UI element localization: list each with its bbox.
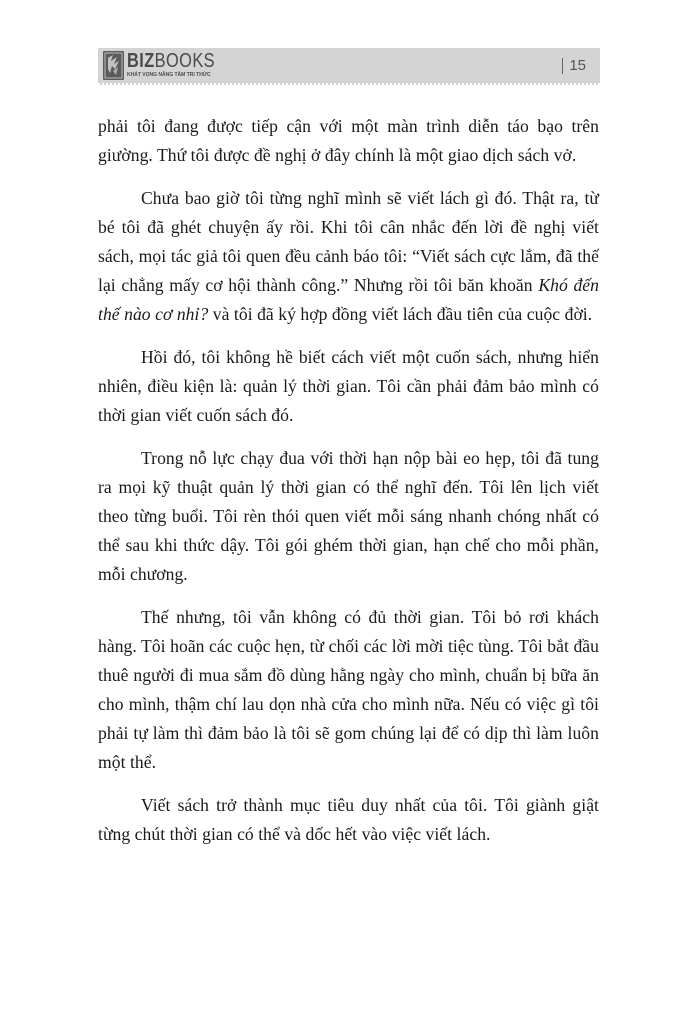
paragraph: Hồi đó, tôi không hề biết cách viết một cuốn sách, nhưng hiển nhiên, điều kiện là: quản lý thời gian. Tôi cần phải đảm bảo mình có thời gian viết cuốn sách đó. xyxy=(98,347,599,425)
bizbooks-logo-icon xyxy=(103,51,124,80)
page-number xyxy=(562,57,586,74)
brand-tagline: KHÁT VỌNG NÂNG TẦM TRI THỨC xyxy=(127,72,211,78)
paragraph: Trong nỗ lực chạy đua với thời hạn nộp bài eo hẹp, tôi đã tung ra mọi kỹ thuật quản lý thời gian có thể nghĩ đến. Tôi lên lịch viết theo từng buổi. Tôi rèn thói quen viết mỗi sáng nhanh chóng nhất có thể sau khi thức dậy. Tôi gói ghém thời gian, hạn chế cho mỗi phần, mỗi chương. xyxy=(98,448,599,584)
page-number-value: 15 xyxy=(569,57,586,74)
bizbooks-logo xyxy=(103,51,234,82)
running-header xyxy=(98,48,600,85)
paragraph-text: và tôi đã ký hợp đồng viết lách đầu tiên của cuộc đời. xyxy=(208,304,593,324)
body-text xyxy=(98,112,599,863)
paragraph xyxy=(98,184,599,329)
page-number-separator xyxy=(562,58,563,74)
paragraph: Viết sách trở thành mục tiêu duy nhất của tôi. Tôi giành giật từng chút thời gian có thể và dốc hết vào việc viết lách. xyxy=(98,795,599,844)
paragraph: phải tôi đang được tiếp cận với một màn trình diễn táo bạo trên giường. Thứ tôi được đề nghị ở đây chính là một giao dịch sách vở. xyxy=(98,116,599,165)
paragraph: Thế nhưng, tôi vẫn không có đủ thời gian. Tôi bỏ rơi khách hàng. Tôi hoãn các cuộc hẹn, từ chối các lời mời tiệc tùng. Tôi bắt đầu thuê người đi mua sắm đồ dùng hằng ngày cho mình, chuẩn bị bữa ăn cho mình, thậm chí lau dọn nhà cửa cho mình nữa. Nếu có việc gì tôi phải tự làm thì đảm bảo là tôi sẽ gom chúng lại để có dịp thì làm luôn một thể. xyxy=(98,607,599,772)
brand-wordmark: BIZBOOKS xyxy=(127,50,216,72)
italic-phrase: Khó đến thế nào cơ nhỉ? xyxy=(98,275,600,324)
paragraph-text: Chưa bao giờ tôi từng nghĩ mình sẽ viết lách gì đó. Thật ra, từ bé tôi đã ghét chuyện ấy rồi. Khi tôi cân nhắc đến lời đề nghị viết sách, mọi tác giả tôi quen đều cảnh báo tôi: “Viết sách cực lắm, đã thế lại chẳng mấy cơ hội thành công.” Nhưng rồi tôi băn khoăn xyxy=(98,188,599,295)
